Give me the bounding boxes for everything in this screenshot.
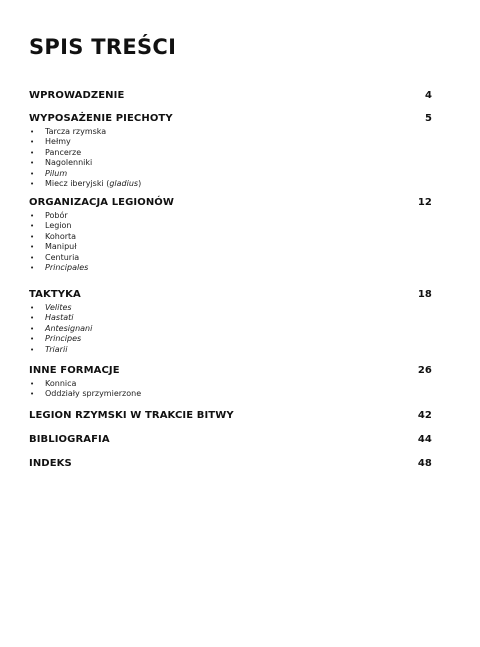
bullet-icon: • [30,243,35,252]
bullet-icon: • [30,380,35,388]
toc-section-inne-formacje [29,364,432,400]
list-item[interactable] [29,313,432,323]
section-title: WPROWADZENIE [29,90,125,101]
section-title: TAKTYKA [29,289,81,300]
section-page-number: 12 [417,197,432,208]
list-item[interactable] [29,324,432,334]
list-item-label: Triarii [45,344,68,354]
list-item-label [45,179,141,188]
section-title: INNE FORMACJE [29,365,120,376]
toc-entry[interactable] [29,89,432,102]
list-item[interactable] [29,179,432,189]
list-item-label: Pobór [45,211,68,220]
bullet-icon: • [30,128,35,136]
section-page-number: 4 [424,90,432,101]
toc-entry[interactable] [29,288,432,301]
bullet-icon: • [30,148,35,157]
toc-entry[interactable] [29,433,432,446]
list-item[interactable] [29,169,432,179]
list-item-label: Hełmy [45,137,71,147]
subsection-list [29,127,432,189]
bullet-icon: • [30,212,35,220]
list-item[interactable] [29,158,432,168]
list-item[interactable] [29,221,432,231]
list-item[interactable] [29,127,432,137]
list-item[interactable] [29,345,432,355]
list-item[interactable] [29,148,432,158]
list-item-label: Hastati [45,313,74,323]
subsection-list [29,303,432,355]
bullet-icon: • [30,138,35,147]
bullet-icon: • [30,335,35,344]
list-item[interactable] [29,334,432,344]
bullet-icon: • [30,169,35,178]
section-page-number: 26 [417,365,432,376]
toc-entry[interactable] [29,196,432,209]
toc-entry[interactable] [29,409,432,422]
page-title: SPIS TREŚCI [29,35,177,59]
section-page-number: 5 [424,113,432,124]
bullet-icon: • [30,264,35,273]
list-item[interactable] [29,379,432,389]
list-item[interactable] [29,389,432,399]
section-page-number: 42 [417,410,432,421]
toc-section-wprowadzenie [29,89,432,102]
list-item[interactable] [29,211,432,221]
section-page-number: 48 [417,458,432,469]
list-item[interactable] [29,232,432,242]
section-title: BIBLIOGRAFIA [29,434,110,445]
toc-section-wyposazenie [29,112,432,189]
bullet-icon: • [30,324,35,333]
list-item-label: Oddziały sprzymierzone [45,389,142,399]
section-title: ORGANIZACJA LEGIONÓW [29,197,175,208]
list-item-label: Pancerze [45,147,82,157]
bullet-icon: • [30,159,35,168]
list-item-label: Pilum [45,168,68,178]
section-page-number: 18 [417,289,432,300]
list-item[interactable] [29,303,432,313]
list-item[interactable] [29,137,432,147]
bullet-icon: • [30,345,35,354]
list-item-label: Nagolenniki [45,158,93,168]
bullet-icon: • [30,232,35,241]
bullet-icon: • [30,304,35,312]
list-item[interactable] [29,253,432,263]
toc-entry[interactable] [29,457,432,470]
toc-section-legion-bitwa [29,409,432,422]
list-item-label-italic: gladius [109,179,139,189]
list-item-label: Centuria [45,252,80,262]
list-item-label: Tarcza rzymska [45,127,107,136]
list-item-label: Konnica [45,379,77,388]
list-item-label-main: Miecz iberyjski ( [45,179,110,189]
toc-entry[interactable] [29,364,432,377]
toc-section-indeks [29,457,432,470]
list-item-label: Principes [45,334,82,344]
list-item[interactable] [29,242,432,252]
list-item-label: Manipuł [45,242,77,252]
subsection-list [29,379,432,400]
toc-section-organizacja [29,196,432,273]
section-title: LEGION RZYMSKI W TRAKCIE BITWY [29,410,234,421]
toc-entry[interactable] [29,112,432,125]
bullet-icon: • [30,314,35,323]
bullet-icon: • [30,390,35,399]
bullet-icon: • [30,222,35,231]
list-item[interactable] [29,263,432,273]
toc-section-bibliografia [29,433,432,446]
bullet-icon: • [30,253,35,262]
list-item-label: Antesignani [45,323,93,333]
list-item-label: Legion [45,221,72,231]
section-title: INDEKS [29,458,72,469]
subsection-list [29,211,432,273]
toc-section-taktyka [29,288,432,355]
section-title: WYPOSAŻENIE PIECHOTY [29,113,173,124]
section-page-number: 44 [417,434,432,445]
list-item-label: Principales [45,263,89,273]
list-item-label: Kohorta [45,231,77,241]
bullet-icon: • [30,180,35,189]
list-item-label: Velites [45,303,72,312]
list-item-label-suffix: ) [138,179,142,189]
